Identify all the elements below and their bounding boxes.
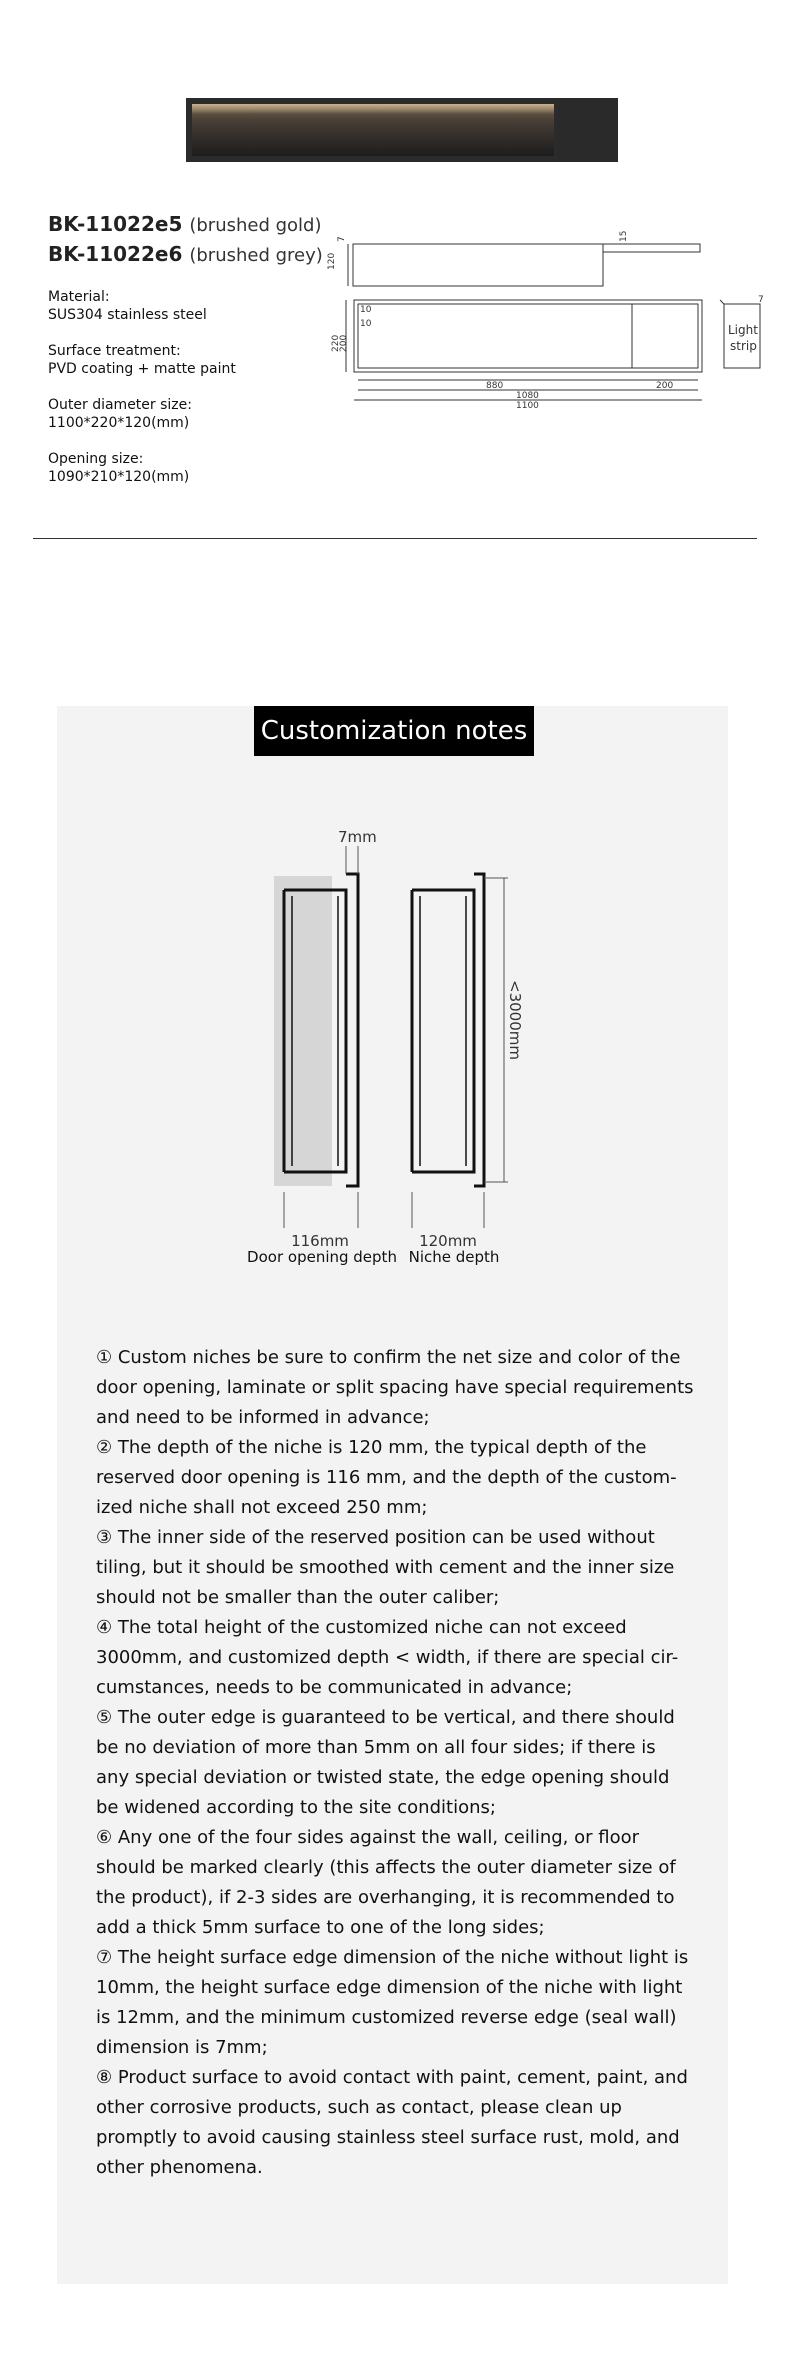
section-divider bbox=[33, 538, 757, 539]
dim-880: 880 bbox=[486, 381, 504, 391]
model-grey bbox=[48, 242, 323, 266]
note-item: ⑦ The height surface edge dimension of the niche without light is 10mm, the height surface edge dimension of the niche with light is 12mm, and the minimum customized reverse edge (seal wall) dimension is 7mm; bbox=[96, 1947, 689, 2058]
spec-label: Surface treatment: bbox=[48, 343, 181, 359]
note-item: ② The depth of the niche is 120 mm, the typical depth of the reserved door opening is 116 mm, and the depth of the custom-ized niche shall not exceed 250 mm; bbox=[96, 1437, 677, 1518]
spec-material bbox=[48, 288, 207, 324]
note-item: ③ The inner side of the reserved position can be used without tiling, but it should be smoothed with cement and the inner size should not be smaller than the outer caliber; bbox=[96, 1527, 675, 1608]
dim-200: 200 bbox=[339, 334, 349, 352]
left-caption: Door opening depth bbox=[247, 1248, 397, 1266]
top-dim-label: 7mm bbox=[338, 830, 377, 846]
right-depth-label: 120mm bbox=[419, 1232, 477, 1250]
top-view bbox=[348, 244, 700, 286]
cross-section-diagram bbox=[240, 830, 570, 1260]
model-finish: (brushed grey) bbox=[189, 245, 323, 266]
spec-label: Opening size: bbox=[48, 451, 144, 467]
right-caption: Niche depth bbox=[408, 1248, 500, 1266]
dim-1100: 1100 bbox=[516, 401, 539, 411]
spec-opening-size bbox=[48, 450, 189, 486]
note-item: ① Custom niches be sure to confirm the net size and color of the door opening, laminate or split spacing have special requirements and need to be informed in advance; bbox=[96, 1347, 694, 1428]
dim-side-7: 7 bbox=[758, 295, 764, 305]
dim-15: 15 bbox=[619, 230, 629, 242]
spec-value: SUS304 stainless steel bbox=[48, 307, 207, 323]
model-finish: (brushed gold) bbox=[189, 215, 322, 236]
right-niche-profile bbox=[412, 874, 484, 1186]
dim-7: 7 bbox=[337, 236, 347, 242]
dim-220: 220 bbox=[331, 334, 341, 352]
notes-list bbox=[96, 1343, 694, 2183]
spec-surface bbox=[48, 342, 236, 378]
spec-label: Material: bbox=[48, 289, 110, 305]
left-depth-label: 116mm bbox=[291, 1232, 349, 1250]
light-strip-label-2: strip bbox=[730, 339, 757, 353]
model-code: BK-11022e5 bbox=[48, 212, 183, 236]
spec-value: 1100*220*120(mm) bbox=[48, 415, 190, 431]
note-item: ⑤ The outer edge is guaranteed to be vertical, and there should be no deviation of more than 5mm on all four sides; if there is any special deviation or twisted state, the edge opening should be widened according to the site conditions; bbox=[96, 1707, 675, 1818]
niche-side-panel bbox=[558, 98, 618, 162]
front-view bbox=[346, 300, 702, 400]
note-item: ④ The total height of the customized niche can not exceed 3000mm, and customized depth < width, if there are special cir-cumstances, needs to be communicated in advance; bbox=[96, 1617, 679, 1698]
model-gold bbox=[48, 212, 322, 236]
dim-120: 120 bbox=[327, 252, 337, 270]
model-code: BK-11022e6 bbox=[48, 242, 183, 266]
dim-200w: 200 bbox=[656, 381, 674, 391]
light-strip-glow bbox=[192, 104, 554, 114]
spec-label: Outer diameter size: bbox=[48, 397, 192, 413]
dim-10b: 10 bbox=[360, 319, 372, 329]
dim-1080: 1080 bbox=[516, 391, 539, 401]
customization-title: Customization notes bbox=[254, 706, 534, 756]
spec-value: 1090*210*120(mm) bbox=[48, 469, 190, 485]
note-item: ⑧ Product surface to avoid contact with paint, cement, paint, and other corrosive products, such as contact, please clean up promptly to avoid causing stainless steel surface rust, mold, and other phenomena. bbox=[96, 2067, 688, 2178]
height-dim-label: <3000mm bbox=[506, 980, 524, 1060]
spec-value: PVD coating + matte paint bbox=[48, 361, 236, 377]
spec-outer-size bbox=[48, 396, 192, 432]
note-item: ⑥ Any one of the four sides against the wall, ceiling, or floor should be marked clearly (this affects the outer diameter size of the product), if 2-3 sides are overhanging, it is recommended to add a thick 5mm surface to one of the long sides; bbox=[96, 1827, 676, 1938]
technical-drawing bbox=[320, 230, 770, 420]
product-photo bbox=[186, 98, 618, 162]
dim-10a: 10 bbox=[360, 305, 372, 315]
light-strip-label-1: Light bbox=[728, 323, 758, 337]
